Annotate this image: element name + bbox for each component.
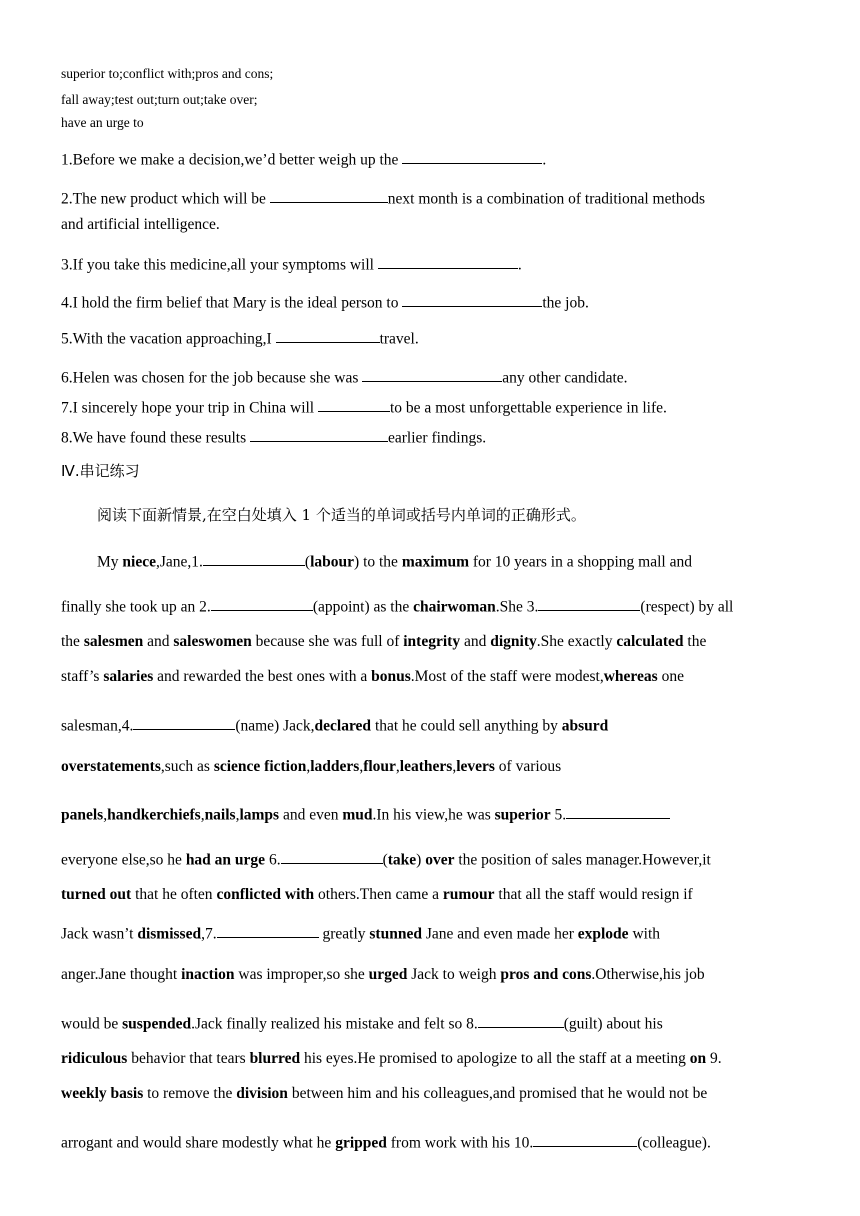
passage-line-7: panels,handkerchiefs,nails,lamps and even mud.In his view,he was superior 5. [61,802,670,824]
passage-line-15: arrogant and would share modestly what he gripped from work with his 10. (colleague). [61,1130,711,1152]
question-7: 7.I sincerely hope your trip in China will to be a most unforgettable experience in life. [61,395,667,417]
passage-line-9: turned out that he often conflicted with others.Then came a rumour that all the staff would resign if [61,886,693,903]
answer-blank[interactable] [478,1011,564,1028]
phrase-bank-line-3: have an urge to [61,115,144,130]
passage-line-12: would be suspended.Jack finally realized his mistake and felt so 8. (guilt) about his [61,1011,663,1033]
answer-blank[interactable] [211,594,313,611]
question-3: 3.If you take this medicine,all your symptoms will . [61,252,522,274]
passage-line-11: anger.Jane thought inaction was improper,so she urged Jack to weigh pros and cons.Otherwise,his job [61,966,705,983]
answer-blank[interactable] [566,802,670,819]
answer-blank[interactable] [281,847,383,864]
answer-blank[interactable] [538,594,640,611]
answer-blank[interactable] [533,1130,637,1147]
question-6: 6.Helen was chosen for the job because she was any other candidate. [61,365,628,387]
question-8: 8.We have found these results earlier findings. [61,425,486,447]
question-2-cont: and artificial intelligence. [61,216,220,233]
passage-line-10: Jack wasn’t dismissed,7. greatly stunned Jane and even made her explode with [61,921,660,943]
section-heading: Ⅳ.串记练习 [61,462,140,480]
question-1: 1.Before we make a decision,we’d better weigh up the . [61,147,546,169]
answer-blank[interactable] [133,713,235,730]
passage-line-1: My niece,Jane,1. (labour) to the maximum for 10 years in a shopping mall and [97,549,692,571]
answer-blank[interactable] [250,425,388,442]
answer-blank[interactable] [402,290,542,307]
answer-blank[interactable] [217,921,319,938]
question-4: 4.I hold the firm belief that Mary is the ideal person to the job. [61,290,589,312]
passage-line-8: everyone else,so he had an urge 6. (take) over the position of sales manager.However,it [61,847,711,869]
passage-line-5: salesman,4. (name) Jack,declared that he could sell anything by absurd [61,713,608,735]
passage-line-6: overstatements,such as science fiction,ladders,flour,leathers,levers of various [61,758,562,775]
passage-line-4: staff’s salaries and rewarded the best ones with a bonus.Most of the staff were modest,whereas one [61,668,684,685]
answer-blank[interactable] [378,252,518,269]
answer-blank[interactable] [270,186,388,203]
answer-blank[interactable] [318,395,390,412]
answer-blank[interactable] [203,549,305,566]
passage-line-14: weekly basis to remove the division between him and his colleagues,and promised that he would not be [61,1085,708,1102]
passage-line-13: ridiculous behavior that tears blurred his eyes.He promised to apologize to all the staff at a meeting on 9. [61,1050,722,1067]
section-instruction: 阅读下面新情景,在空白处填入 1 个适当的单词或括号内单词的正确形式。 [97,506,586,524]
answer-blank[interactable] [362,365,502,382]
phrase-bank-line-2: fall away;test out;turn out;take over; [61,92,258,107]
passage-line-3: the salesmen and saleswomen because she was full of integrity and dignity.She exactly calculated the [61,633,707,650]
answer-blank[interactable] [402,147,542,164]
question-2: 2.The new product which will be next month is a combination of traditional methods [61,186,705,208]
question-5: 5.With the vacation approaching,I travel. [61,326,419,348]
answer-blank[interactable] [276,326,380,343]
passage-line-2: finally she took up an 2. (appoint) as the chairwoman.She 3. (respect) by all [61,594,733,616]
phrase-bank-line-1: superior to;conflict with;pros and cons; [61,66,274,81]
